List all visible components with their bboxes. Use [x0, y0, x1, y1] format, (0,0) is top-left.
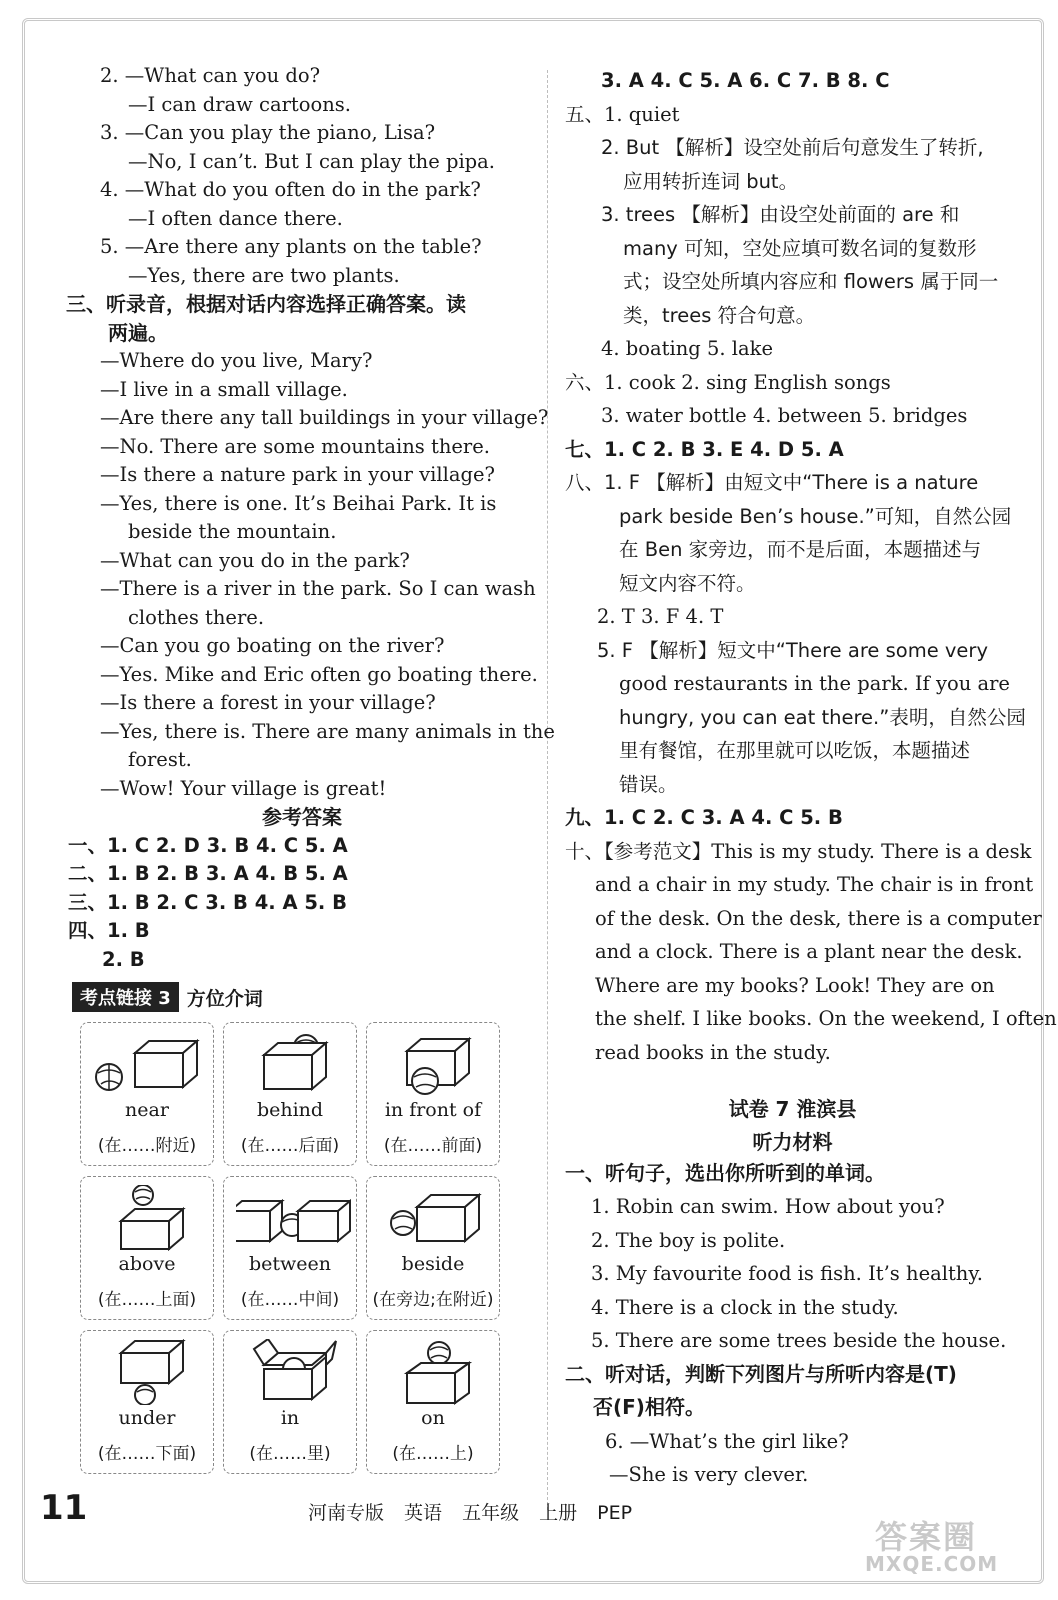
near-illustration	[93, 1031, 203, 1097]
listening-section-2-title: 二、听对话，判断下列图片与所听内容是(T)	[565, 1361, 957, 1386]
conv-line: —Is there a nature park in your village?	[100, 463, 495, 486]
dialog-line: 4. —What do you often do in the park?	[100, 178, 481, 201]
essay-line: read books in the study.	[595, 1040, 831, 1064]
conv-line: —Yes. Mike and Eric often go boating there.	[100, 662, 538, 686]
essay-line: of the desk. On the desk, there is a computer	[595, 906, 1042, 930]
answer-line: 一、1. C 2. D 3. B 4. C 5. A	[68, 833, 348, 857]
prep-card-behind	[223, 1022, 357, 1166]
prep-card-in	[223, 1330, 357, 1474]
dialog-line: —I often dance there.	[128, 206, 343, 230]
listening-item: 1. Robin can swim. How about you?	[591, 1195, 945, 1218]
listening-section-1-title: 一、听句子，选出你所听到的单词。	[565, 1160, 885, 1185]
answer-line: 错误。	[619, 772, 678, 796]
conv-line: beside the mountain.	[128, 520, 337, 543]
listening-item: —She is very clever.	[609, 1463, 809, 1486]
dialog-line: 2. —What can you do?	[100, 64, 321, 87]
dialog-line: 5. —Are there any plants on the table?	[100, 235, 482, 258]
prep-word: behind	[256, 1099, 324, 1121]
dialog-line: 3. —Can you play the piano, Lisa?	[100, 121, 436, 144]
prep-word: above	[118, 1253, 176, 1275]
prep-meaning: (在……上面)	[97, 1290, 197, 1310]
prep-card-under	[80, 1330, 214, 1474]
prep-word: between	[248, 1253, 332, 1275]
answer-line: 四、1. B	[68, 919, 150, 942]
right-column	[565, 64, 1057, 1492]
listening-item: 5. There are some trees beside the house.	[591, 1329, 1007, 1352]
footer-text: 河南专版 英语 五年级 上册 PEP	[308, 1502, 633, 1524]
answer-line: good restaurants in the park. If you are	[619, 672, 1010, 695]
prep-word: near	[125, 1099, 169, 1121]
answer-line: 七、1. C 2. B 3. E 4. D 5. A	[565, 437, 844, 461]
prep-word: under	[118, 1407, 176, 1429]
prep-meaning: (在……前面)	[383, 1136, 483, 1156]
answer-line: 3. water bottle 4. between 5. bridges	[601, 404, 968, 427]
listening-item: 6. —What’s the girl like?	[605, 1429, 849, 1453]
knowledge-link-badge: 考点链接 3	[72, 982, 179, 1012]
watermark-text: 答案圈	[875, 1518, 978, 1556]
preposition-grid	[80, 1022, 532, 1474]
knowledge-link-title: 方位介词	[186, 987, 263, 1010]
listening-item: 4. There is a clock in the study.	[591, 1295, 899, 1319]
prep-meaning: (在旁边;在附近)	[372, 1290, 494, 1310]
answer-line: 3. trees 【解析】由设空处前面的 are 和	[601, 203, 960, 226]
answer-line: hungry, you can eat there.”表明，自然公园	[619, 705, 1026, 729]
dialog-line: —I can draw cartoons.	[128, 92, 351, 116]
prep-meaning: (在……上)	[392, 1444, 474, 1464]
prep-card-in-front-of	[366, 1022, 500, 1166]
section-3-title-cont: 两遍。	[108, 320, 168, 345]
behind-illustration	[236, 1031, 346, 1097]
answer-line: 在 Ben 家旁边，而不是后面，本题描述与	[619, 538, 982, 561]
page-number: 11	[40, 1488, 88, 1528]
prep-meaning: (在……里)	[249, 1444, 331, 1464]
prep-meaning: (在……后面)	[240, 1136, 340, 1156]
essay-line: Where are my books? Look! They are on	[595, 973, 995, 997]
in-front-of-illustration	[379, 1031, 489, 1097]
watermark-url: MXQE.COM	[865, 1552, 999, 1576]
answers-title: 参考答案	[262, 805, 342, 829]
answer-line: 3. A 4. C 5. A 6. C 7. B 8. C	[601, 69, 890, 92]
answer-line: 2. B	[102, 947, 145, 971]
conv-line: —Are there any tall buildings in your village?	[100, 406, 549, 429]
above-illustration	[93, 1185, 203, 1251]
prep-card-near	[80, 1022, 214, 1166]
answer-line: 二、1. B 2. B 3. A 4. B 5. A	[68, 862, 348, 885]
paper-title: 试卷 7 淮滨县	[728, 1097, 857, 1121]
answer-line: 六、1. cook 2. sing English songs	[565, 370, 891, 394]
dialog-line: —Yes, there are two plants.	[128, 263, 400, 287]
answer-line: 九、1. C 2. C 3. A 4. C 5. B	[565, 806, 843, 829]
answer-line: park beside Ben’s house.”可知，自然公园	[619, 504, 1012, 528]
prep-meaning: (在……中间)	[240, 1290, 340, 1310]
under-illustration	[93, 1339, 203, 1405]
conv-line: —Can you go boating on the river?	[100, 634, 445, 657]
answer-line: 5. F 【解析】短文中“There are some very	[597, 638, 988, 662]
listening-title: 听力材料	[752, 1129, 833, 1154]
listening-item: 3. My favourite food is fish. It’s healthy.	[591, 1262, 983, 1285]
answer-line: many 可知，空处应填可数名词的复数形	[623, 236, 977, 260]
conv-line: clothes there.	[128, 605, 265, 629]
prep-meaning: (在……下面)	[97, 1444, 197, 1464]
answer-line: 八、1. F 【解析】由短文中“There is a nature	[565, 471, 979, 494]
in-illustration	[236, 1339, 346, 1405]
conv-line: —Wow! Your village is great!	[100, 776, 387, 800]
answer-line: 4. boating 5. lake	[601, 337, 773, 360]
prep-word: in front of	[384, 1099, 482, 1121]
conv-line: forest.	[128, 748, 192, 771]
dialog-line: —No, I can’t. But I can play the pipa.	[128, 149, 495, 173]
answer-line: 2. T 3. F 4. T	[597, 605, 724, 628]
answer-line: 2. But 【解析】设空处前后句意发生了转折,	[601, 136, 984, 159]
listening-item: 2. The boy is polite.	[591, 1228, 786, 1252]
prep-word: on	[421, 1407, 445, 1429]
conv-line: —Where do you live, Mary?	[100, 349, 373, 372]
prep-word: in	[280, 1407, 300, 1429]
knowledge-link-header	[72, 982, 532, 1012]
prep-card-beside	[366, 1176, 500, 1320]
answer-line: 式；设空处所填内容应和 flowers 属于同一	[623, 270, 999, 293]
section-3-title: 三、听录音，根据对话内容选择正确答案。读	[66, 292, 466, 316]
conv-line: —No. There are some mountains there.	[100, 434, 490, 458]
between-illustration	[236, 1185, 351, 1251]
left-column	[66, 62, 555, 1474]
prep-card-above	[80, 1176, 214, 1320]
conv-line: —There is a river in the park. So I can wash	[100, 577, 536, 600]
answer-line: 三、1. B 2. C 3. B 4. A 5. B	[68, 890, 347, 914]
answer-line: 应用转折连词 but。	[623, 169, 799, 193]
conv-line: —What can you do in the park?	[100, 548, 410, 572]
conv-line: —I live in a small village.	[100, 377, 348, 401]
essay-line: and a clock. There is a plant near the desk.	[595, 940, 1023, 963]
watermark-logo	[845, 1512, 1025, 1582]
prep-card-on	[366, 1330, 500, 1474]
prep-word: beside	[401, 1253, 465, 1275]
answer-line: 类，trees 符合句意。	[623, 303, 816, 327]
essay-line: the shelf. I like books. On the weekend, I often	[595, 1007, 1057, 1030]
listening-section-2-title-cont: 否(F)相符。	[593, 1395, 705, 1419]
prep-meaning: (在……附近)	[97, 1136, 197, 1156]
conv-line: —Yes, there is. There are many animals in the	[100, 719, 555, 743]
answer-line: 五、1. quiet	[565, 102, 680, 126]
essay-line: 十、【参考范文】This is my study. There is a desk	[565, 839, 1032, 863]
answer-line: 里有餐馆，在那里就可以吃饭，本题描述	[619, 739, 971, 762]
column-divider	[547, 70, 548, 1510]
beside-illustration	[379, 1185, 489, 1251]
prep-card-between	[223, 1176, 357, 1320]
conv-line: —Is there a forest in your village?	[100, 691, 436, 714]
conv-line: —Yes, there is one. It’s Beihai Park. It is	[100, 491, 497, 515]
answer-line: 短文内容不符。	[619, 571, 756, 595]
on-illustration	[379, 1339, 489, 1405]
essay-line: and a chair in my study. The chair is in front	[595, 873, 1034, 896]
